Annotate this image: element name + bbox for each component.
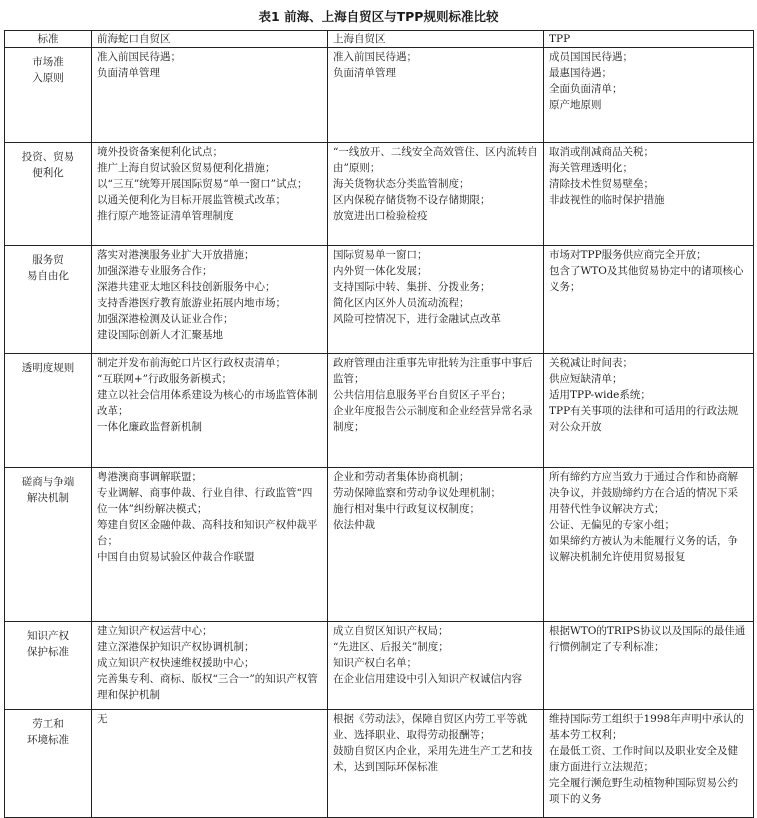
qianhai-cell xyxy=(92,354,328,468)
qianhai-cell xyxy=(92,622,328,710)
cell-line: 负面清单管理 xyxy=(97,67,160,79)
cell-line: 准入前国民待遇； xyxy=(97,51,181,63)
cell-line: 劳工和 xyxy=(32,718,64,730)
row-label xyxy=(5,143,92,246)
cell-line: 专业调解、商事仲裁、行业自律、行政监管“四位一体”纠纷解决模式； xyxy=(97,487,313,515)
qianhai-cell xyxy=(92,246,328,354)
cell-line: 建设国际创新人才汇聚基地 xyxy=(97,329,223,341)
cell-line: 取消或削减商品关税； xyxy=(549,146,654,158)
cell-line: 清除技术性贸易壁垒； xyxy=(549,178,654,190)
qianhai-cell xyxy=(92,710,328,818)
header-standard: 标准 xyxy=(5,31,92,48)
comparison-table xyxy=(4,30,754,818)
cell-line: 维持国际劳工组织于1998年声明中承认的基本劳工权利； xyxy=(549,713,744,741)
qianhai-cell xyxy=(92,468,328,622)
cell-line: 企业年度报告公示制度和企业经营异常名录制度； xyxy=(333,405,533,433)
cell-line: 一体化廉政监督新机制 xyxy=(97,421,202,433)
cell-line: 落实对港澳服务业扩大开放措施； xyxy=(97,249,255,261)
cell-line: 易自由化 xyxy=(27,270,69,282)
cell-line: 推广上海自贸试验区贸易便利化措施； xyxy=(97,162,276,174)
cell-line: 全面负面清单； xyxy=(549,83,623,95)
shanghai-cell xyxy=(328,710,544,818)
cell-line: 制定并发布前海蛇口片区行政权责清单； xyxy=(97,357,286,369)
cell-line: 根据WTO的TRIPS协议以及国际的最佳通行惯例制定了专利标准； xyxy=(549,625,746,653)
cell-line: 政府管理由注重事先审批转为注重事中事后监管； xyxy=(333,357,533,385)
cell-line: 依法仲裁 xyxy=(333,519,375,531)
cell-line: 放宽进出口检验检疫 xyxy=(333,210,428,222)
tpp-cell xyxy=(544,143,754,246)
header-tpp: TPP xyxy=(544,31,754,48)
cell-line: 完全履行濒危野生动植物种国际贸易公约项下的义务 xyxy=(549,777,738,805)
cell-line: 在企业信用建设中引入知识产权诚信内容 xyxy=(333,673,522,685)
cell-line: 鼓励自贸区内企业，采用先进生产工艺和技术，达到国际环保标准 xyxy=(333,745,533,773)
tpp-cell xyxy=(544,246,754,354)
cell-line: 粤港澳商事调解联盟； xyxy=(97,471,202,483)
cell-line: 以通关便利化为目标开展监管模式改革； xyxy=(97,194,286,206)
cell-line: 无 xyxy=(97,713,108,725)
row-label xyxy=(5,468,92,622)
cell-line: 根据《劳动法》，保障自贸区内劳工平等就业、选择职业、取得劳动报酬等； xyxy=(333,713,528,741)
cell-line: 深港共建亚太地区科技创新服务中心； xyxy=(97,281,276,293)
cell-line: 原产地原则 xyxy=(549,99,602,111)
cell-line: 所有缔约方应当致力于通过合作和协商解决争议，并鼓励缔约方在合适的情况下采用替代性争议解决方式； xyxy=(549,471,738,515)
cell-line: 筹建自贸区金融仲裁、高科技和知识产权仲裁平台； xyxy=(97,519,318,547)
cell-line: “一线放开、二线安全高效管住、区内流转自由”原则； xyxy=(333,146,538,174)
cell-line: 建立以社会信用体系建设为核心的市场监管体制改革； xyxy=(97,389,318,417)
table-row xyxy=(5,354,754,468)
cell-line: 企业和劳动者集体协商机制； xyxy=(333,471,470,483)
tpp-cell xyxy=(544,354,754,468)
cell-line: 建立知识产权运营中心； xyxy=(97,625,213,637)
shanghai-cell xyxy=(328,143,544,246)
cell-line: 完善集专利、商标、版权“三合一”的知识产权管理和保护机制 xyxy=(97,673,318,701)
cell-line: 以“三互”统筹开展国际贸易“单一窗口”试点； xyxy=(97,178,308,190)
row-label xyxy=(5,710,92,818)
row-label xyxy=(5,354,92,468)
cell-line: 加强深港检测及认证业合作； xyxy=(97,313,234,325)
cell-line: 成立知识产权快速维权援助中心； xyxy=(97,657,255,669)
cell-line: 在最低工资、工作时间以及职业安全及健康方面进行立法规范； xyxy=(549,745,738,773)
cell-line: 劳动保障监察和劳动争议处理机制； xyxy=(333,487,501,499)
tpp-cell xyxy=(544,622,754,710)
cell-line: 支持国际中转、集拼、分拨业务； xyxy=(333,281,491,293)
cell-line: 简化区内区外人员流动流程； xyxy=(333,297,470,309)
cell-line: 入原则 xyxy=(32,72,64,84)
shanghai-cell xyxy=(328,246,544,354)
cell-line: 投资、贸易 xyxy=(21,151,75,163)
cell-line: 中国自由贸易试验区仲裁合作联盟 xyxy=(97,551,255,563)
cell-line: 便利化 xyxy=(32,167,64,179)
cell-line: 公共信用信息服务平台自贸区子平台； xyxy=(333,389,512,401)
cell-line: 市场准 xyxy=(32,56,64,68)
cell-line: 建立深港保护知识产权协调机制； xyxy=(97,641,255,653)
cell-line: 区内保税存储货物不设存储期限； xyxy=(333,194,491,206)
table-row xyxy=(5,710,754,818)
cell-line: 环境标准 xyxy=(27,734,69,746)
cell-line: 负面清单管理 xyxy=(333,67,396,79)
row-label xyxy=(5,48,92,143)
tpp-cell xyxy=(544,468,754,622)
cell-line: 非歧视性的临时保护措施 xyxy=(549,194,665,206)
header-row xyxy=(5,31,754,48)
cell-line: 供应短缺清单； xyxy=(549,373,623,385)
cell-line: 保护标准 xyxy=(27,646,69,658)
qianhai-cell xyxy=(92,143,328,246)
cell-line: 包含了WTO及其他贸易协定中的诸项核心义务； xyxy=(549,265,744,293)
header-qianhai: 前海蛇口自贸区 xyxy=(92,31,328,48)
table-row xyxy=(5,468,754,622)
table-row xyxy=(5,143,754,246)
cell-line: 最惠国待遇； xyxy=(549,67,612,79)
cell-line: 服务贸 xyxy=(32,254,64,266)
cell-line: 施行相对集中行政复议权制度； xyxy=(333,503,480,515)
row-label xyxy=(5,246,92,354)
cell-line: 知识产权 xyxy=(27,630,69,642)
cell-line: “先进区、后报关”制度； xyxy=(333,641,449,653)
tpp-cell xyxy=(544,48,754,143)
cell-line: 海关管理透明化； xyxy=(549,162,633,174)
cell-line: 公证、无偏见的专家小组； xyxy=(549,519,675,531)
cell-line: 关税减让时间表； xyxy=(549,357,633,369)
cell-line: TPP有关事项的法律和可适用的行政法规对公众开放 xyxy=(549,405,739,433)
table-row xyxy=(5,48,754,143)
table-row xyxy=(5,622,754,710)
cell-line: 知识产权白名单； xyxy=(333,657,417,669)
cell-line: 成立自贸区知识产权局； xyxy=(333,625,449,637)
tpp-cell xyxy=(544,710,754,818)
cell-line: 支持香港医疗教育旅游业拓展内地市场； xyxy=(97,297,286,309)
cell-line: 如果缔约方被认为未能履行义务的话，争议解决机制允许使用贸易报复 xyxy=(549,535,738,563)
cell-line: 准入前国民待遇； xyxy=(333,51,417,63)
cell-line: 加强深港专业服务合作； xyxy=(97,265,213,277)
cell-line: 推行原产地签证清单管理制度 xyxy=(97,210,234,222)
cell-line: 境外投资备案便利化试点； xyxy=(97,146,223,158)
cell-line: 透明度规则 xyxy=(21,362,75,374)
shanghai-cell xyxy=(328,48,544,143)
cell-line: 国际贸易单一窗口； xyxy=(333,249,428,261)
shanghai-cell xyxy=(328,354,544,468)
cell-line: 适用TPP-wide系统； xyxy=(549,389,651,401)
cell-line: 海关货物状态分类监管制度； xyxy=(333,178,470,190)
table-body xyxy=(5,48,754,818)
row-label xyxy=(5,622,92,710)
cell-line: 成员国国民待遇； xyxy=(549,51,633,63)
cell-line: 风险可控情况下，进行金融试点改革 xyxy=(333,313,501,325)
cell-line: 磋商与争端 xyxy=(21,476,75,488)
shanghai-cell xyxy=(328,622,544,710)
table-row xyxy=(5,246,754,354)
header-shanghai: 上海自贸区 xyxy=(328,31,544,48)
cell-line: 解决机制 xyxy=(27,492,69,504)
table-title: 表1 前海、上海自贸区与TPP规则标准比较 xyxy=(258,9,499,24)
cell-line: 市场对TPP服务供应商完全开放； xyxy=(549,249,707,261)
qianhai-cell xyxy=(92,48,328,143)
cell-line: 内外贸一体化发展； xyxy=(333,265,428,277)
shanghai-cell xyxy=(328,468,544,622)
cell-line: “互联网+”行政服务新模式； xyxy=(97,373,233,385)
